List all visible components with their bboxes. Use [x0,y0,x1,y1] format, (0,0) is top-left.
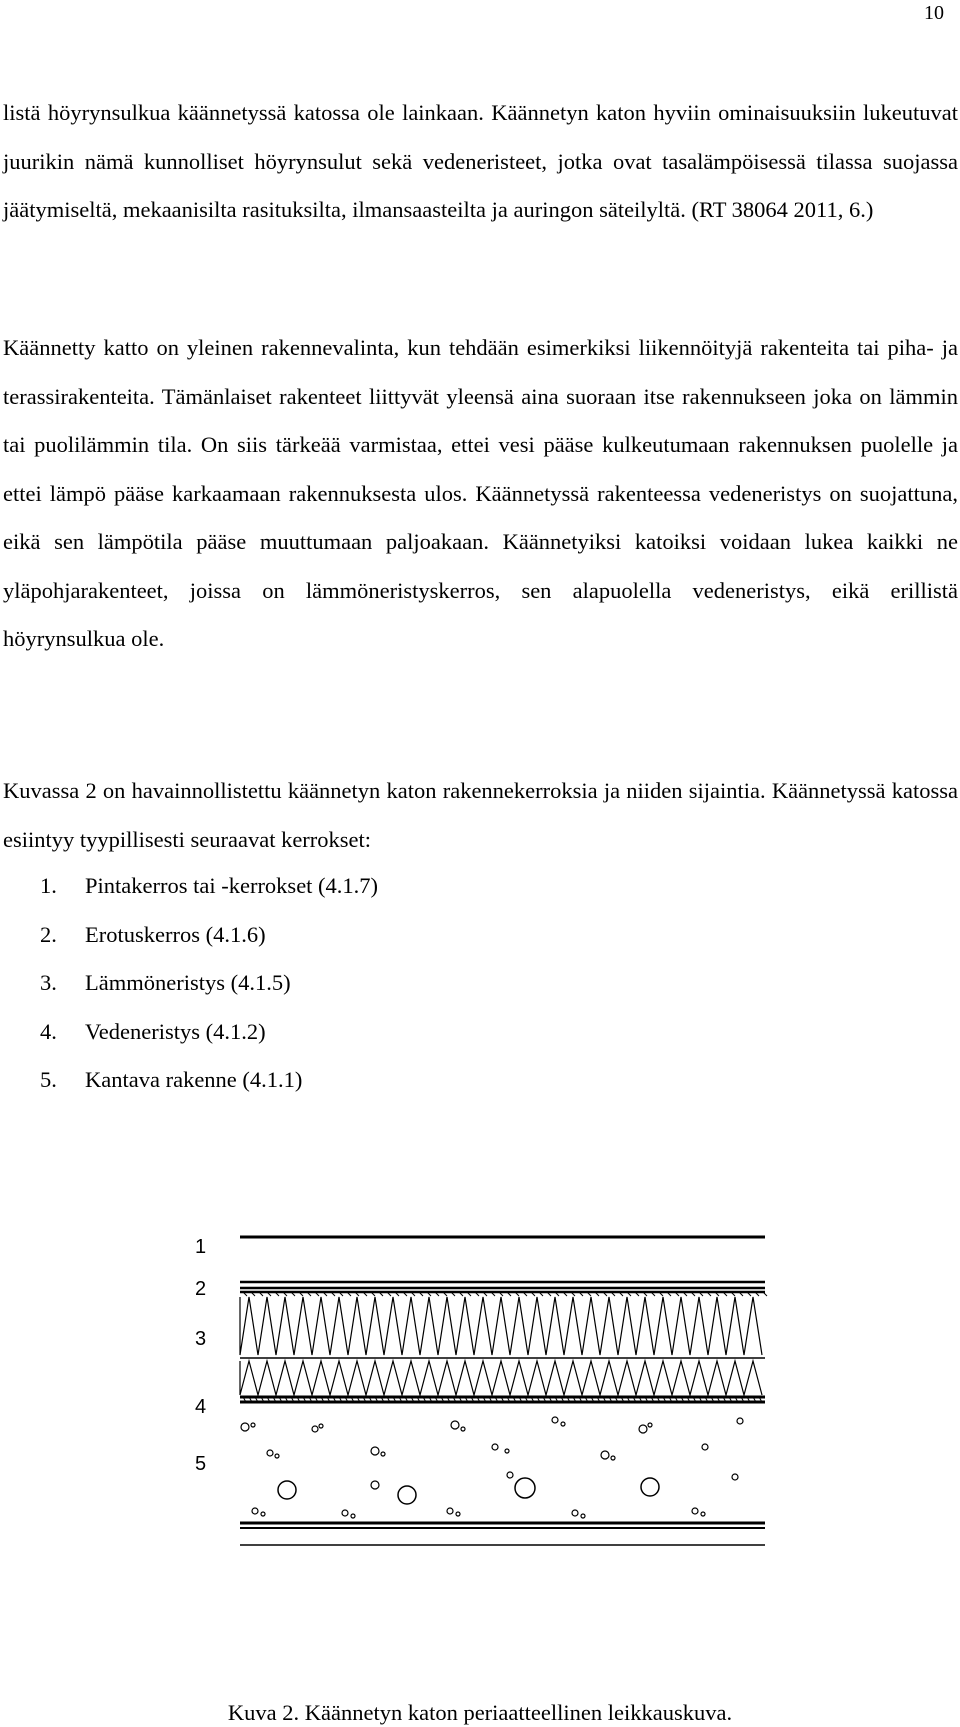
aggregate-circle [552,1417,558,1423]
layer-label: 2 [195,1278,207,1300]
aggregate-circle [702,1444,708,1450]
figure-caption: Kuva 2. Käännetyn katon periaatteellinen leikkauskuva. [227,1700,733,1725]
concrete-aggregate [241,1417,743,1518]
aggregate-circle [319,1424,323,1428]
aggregate-circle [572,1510,578,1516]
aggregate-circle [737,1418,743,1424]
aggregate-circle [342,1510,348,1516]
aggregate-circle [261,1512,265,1516]
aggregate-circle [492,1444,498,1450]
aggregate-circle [641,1478,659,1496]
list-item: 2. Erotuskerros (4.1.6) [40,921,266,947]
aggregate-circle [381,1452,385,1456]
page-number: 10 [924,2,944,24]
paragraph: Kuvassa 2 on havainnollistettu käännetyn katon rakennekerroksia ja niiden sijaintia. Käännetyssä katossa esiintyy tyypillisesti seuraavat kerrokset: [3,778,958,852]
list-item: 4. Vedeneristys (4.1.2) [40,1018,266,1044]
aggregate-circle [507,1472,513,1478]
aggregate-circle [515,1478,535,1498]
layer-list [40,862,378,1105]
aggregate-circle [371,1481,379,1489]
aggregate-circle [267,1450,273,1456]
aggregate-circle [505,1449,509,1453]
list-item: 3. Lämmöneristys (4.1.5) [40,970,291,995]
aggregate-circle [398,1486,416,1504]
zigzag-row [240,1361,762,1395]
aggregate-circle [275,1454,279,1458]
layer-label: 4 [195,1396,207,1418]
roof-section-figure [195,1215,795,1615]
aggregate-circle [252,1508,258,1514]
layer-label: 5 [195,1453,207,1475]
aggregate-circle [251,1423,255,1427]
aggregate-circle [351,1514,355,1518]
aggregate-circle [561,1422,565,1426]
aggregate-circle [732,1474,738,1480]
paragraph: listä höyrynsulkua käännetyssä katossa ole lainkaan. Käännetyn katon hyviin ominaisuuksiin lukeutuvat juurikin nämä kunnolliset höyrynsulut sekä vedeneristeet, jotka ovat tasalämpöisessä tilassa suojassa jäätymiseltä, mekaanisilta rasituksilta, ilmansaasteilta ja auringon säteilyltä. (RT 38064 2011, 6.) [3,100,958,222]
list-item: 1. Pintakerros tai -kerrokset (4.1.7) [40,873,379,898]
aggregate-circle [456,1512,460,1516]
zigzag-row [240,1297,762,1355]
layer-label: 3 [195,1328,207,1350]
aggregate-circle [581,1514,585,1518]
aggregate-circle [447,1508,453,1514]
aggregate-circle [601,1451,609,1459]
aggregate-circle [278,1481,296,1499]
aggregate-circle [451,1421,459,1429]
list-item: 5. Kantava rakenne (4.1.1) [40,1067,303,1092]
layer-label: 1 [195,1236,207,1258]
aggregate-circle [639,1425,647,1433]
insulation-zigzag [240,1297,762,1395]
aggregate-circle [692,1508,698,1514]
paragraph: Käännetty katto on yleinen rakennevalinta, kun tehdään esimerkiksi liikennöityjä rakenteita tai piha- ja terassirakenteita. Tämänlaiset rakenteet liittyvät yleensä aina suoraan itse rakennukseen joka on lämmin tai puolilämmin tila. On siis tärkeää varmistaa, ettei vesi pääse kulkeutumaan rakennuksen puolelle ja ettei lämpö pääse karkaamaan rakennuksesta ulos. Käännetyssä rakenteessa vedeneristys on suojattuna, eikä sen lämpötila pääse muuttumaan paljoakaan. Käännetyiksi katoiksi voidaan lukea kaikki ne yläpohjarakenteet, joissa on lämmöneristyskerros, sen alapuolella vedeneristys, eikä erillistä höyrynsulkua ole. [3,335,958,651]
aggregate-circle [701,1512,705,1516]
aggregate-circle [312,1426,318,1432]
aggregate-circle [241,1423,249,1431]
aggregate-circle [461,1427,465,1431]
aggregate-circle [371,1447,379,1455]
aggregate-circle [611,1456,615,1460]
aggregate-circle [648,1423,652,1427]
